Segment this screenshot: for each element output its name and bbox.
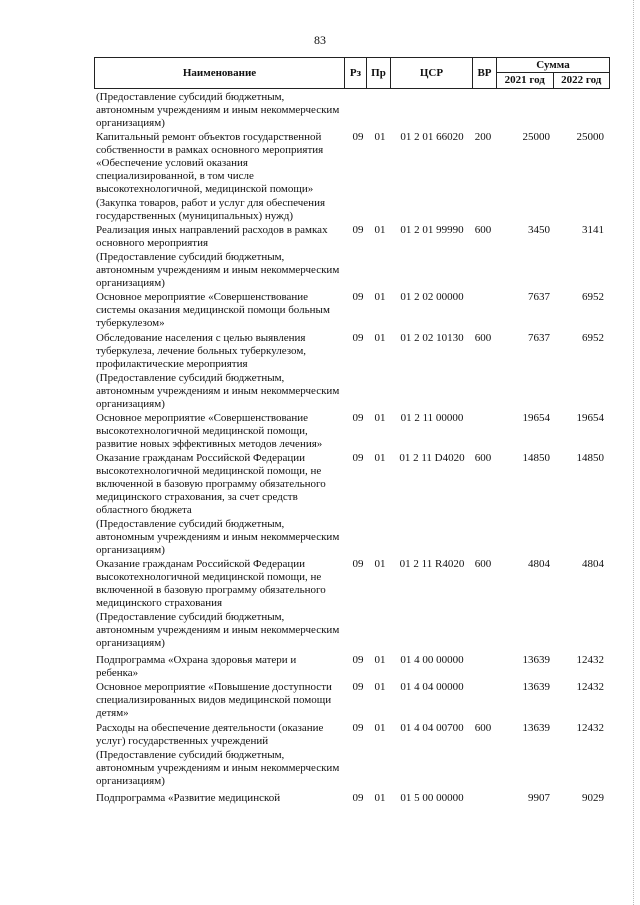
table-row: [94, 197, 610, 223]
row-pr: 01: [374, 131, 386, 143]
row-rz: 09: [352, 412, 364, 424]
row-csr: 01 2 01 66020: [400, 131, 464, 143]
row-y2022: 3141: [582, 224, 604, 236]
row-name: Основное мероприятие «Повышение доступности специализированных видов медицинской помощи детям»: [96, 681, 332, 719]
row-pr: 01: [374, 452, 386, 464]
row-y2022: 6952: [582, 332, 604, 344]
row-name: (Предоставление субсидий бюджетным, автономным учреждениям и иным некоммерческим организациям): [96, 749, 340, 787]
table-row: [94, 611, 610, 650]
row-name: (Предоставление субсидий бюджетным, автономным учреждениям и иным некоммерческим организациям): [96, 611, 340, 649]
row-name: (Предоставление субсидий бюджетным, автономным учреждениям и иным некоммерческим организациям): [96, 251, 340, 289]
header-rz: Рз: [345, 58, 367, 88]
table-row: [94, 412, 610, 451]
row-name: Оказание гражданам Российской Федерации высокотехнологичной медицинской помощи, не включенной в базовую программу обязательного медицинского страхования, за счет средств областного бюджета: [96, 452, 326, 516]
table-row: [94, 654, 610, 680]
table-row: [94, 518, 610, 557]
row-pr: 01: [374, 654, 386, 666]
row-csr: 01 2 11 D4020: [399, 452, 465, 464]
row-name: Реализация иных направлений расходов в рамках основного мероприятия: [96, 224, 328, 249]
row-vr: 600: [474, 332, 492, 344]
row-name: Основное мероприятие «Совершенствование высокотехнологичной медицинской помощи, развитие новых эффективных методов лечения»: [96, 412, 323, 450]
scan-margin-mark: [633, 0, 636, 905]
row-csr: 01 4 04 00000: [400, 681, 464, 693]
row-y2022: 9029: [582, 792, 604, 804]
row-y2021: 3450: [528, 224, 550, 236]
header-year-2022: 2022 год: [561, 74, 602, 86]
row-pr: 01: [374, 722, 386, 734]
row-name: (Предоставление субсидий бюджетным, автономным учреждениям и иным некоммерческим организациям): [96, 518, 340, 556]
header-name: Наименование: [95, 58, 345, 88]
row-y2021: 25000: [522, 131, 550, 143]
row-pr: 01: [374, 792, 386, 804]
row-csr: 01 2 11 R4020: [399, 558, 465, 570]
row-csr: 01 2 02 10130: [400, 332, 464, 344]
row-rz: 09: [352, 332, 364, 344]
page-number: 83: [314, 33, 326, 47]
row-y2021: 4804: [528, 558, 550, 570]
row-y2022: 12432: [576, 722, 604, 734]
row-vr: 200: [474, 131, 492, 143]
row-y2021: 19654: [522, 412, 550, 424]
row-rz: 09: [352, 792, 364, 804]
row-rz: 09: [352, 131, 364, 143]
row-csr: 01 4 04 00700: [400, 722, 464, 734]
row-pr: 01: [374, 332, 386, 344]
row-y2021: 7637: [528, 291, 550, 303]
row-pr: 01: [374, 558, 386, 570]
table-row: [94, 722, 610, 748]
row-y2022: 12432: [576, 681, 604, 693]
table-row: [94, 332, 610, 371]
row-csr: 01 2 01 99990: [400, 224, 464, 236]
header-year-2021: 2021 год: [497, 73, 554, 88]
header-sum-group: [497, 58, 609, 88]
row-rz: 09: [352, 654, 364, 666]
table-body: [94, 91, 610, 805]
row-name: Подпрограмма «Развитие медицинской: [96, 792, 281, 804]
row-y2022: 6952: [582, 291, 604, 303]
row-rz: 09: [352, 558, 364, 570]
row-rz: 09: [352, 681, 364, 693]
budget-table: [94, 57, 610, 805]
row-y2021: 9907: [528, 792, 550, 804]
table-row: [94, 251, 610, 290]
row-pr: 01: [374, 291, 386, 303]
row-y2021: 14850: [522, 452, 550, 464]
row-name: (Предоставление субсидий бюджетным, автономным учреждениям и иным некоммерческим организациям): [96, 91, 340, 129]
row-rz: 09: [352, 224, 364, 236]
row-name: Обследование населения с целью выявления туберкулеза, лечение больных туберкулезом, профилактические мероприятия: [96, 332, 307, 370]
row-y2022: 19654: [576, 412, 604, 424]
header-csr: ЦСР: [391, 58, 473, 88]
row-y2022: 4804: [582, 558, 604, 570]
row-vr: 600: [474, 722, 492, 734]
table-row: [94, 792, 610, 805]
table-row: [94, 224, 610, 250]
row-name: Подпрограмма «Охрана здоровья матери и ребенка»: [96, 654, 297, 679]
row-y2022: 14850: [576, 452, 604, 464]
row-pr: 01: [374, 412, 386, 424]
row-rz: 09: [352, 291, 364, 303]
table-row: [94, 372, 610, 411]
row-vr: 600: [474, 452, 492, 464]
table-row: [94, 681, 610, 720]
table-row: [94, 291, 610, 330]
row-csr: 01 4 00 00000: [400, 654, 464, 666]
row-y2022: 25000: [576, 131, 604, 143]
row-y2022: 12432: [576, 654, 604, 666]
row-name: Капитальный ремонт объектов государственной собственности в рамках основного мероприятия «Обеспечение условий оказания специализированной, в том числе высокотехнологичной, медицинской помощи»: [96, 131, 324, 195]
row-y2021: 13639: [522, 681, 550, 693]
row-name: Оказание гражданам Российской Федерации высокотехнологичной медицинской помощи, не включенной в базовую программу обязательного медицинского страхования: [96, 558, 326, 609]
row-pr: 01: [374, 681, 386, 693]
row-rz: 09: [352, 452, 364, 464]
table-row: [94, 131, 610, 196]
row-name: Основное мероприятие «Совершенствование системы оказания медицинской помощи больным туберкулезом»: [96, 291, 330, 329]
row-rz: 09: [352, 722, 364, 734]
header-vr: ВР: [473, 58, 497, 88]
table-row: [94, 91, 610, 130]
row-csr: 01 2 02 00000: [400, 291, 464, 303]
table-row: [94, 558, 610, 610]
row-name: (Закупка товаров, работ и услуг для обеспечения государственных (муниципальных) нужд): [96, 197, 326, 222]
header-pr: Пр: [367, 58, 391, 88]
row-name: Расходы на обеспечение деятельности (оказание услуг) государственных учреждений: [96, 722, 324, 747]
row-y2021: 7637: [528, 332, 550, 344]
table-header: [94, 57, 610, 89]
row-csr: 01 2 11 00000: [400, 412, 464, 424]
row-vr: 600: [474, 224, 492, 236]
row-y2021: 13639: [522, 722, 550, 734]
header-sum: Сумма: [497, 58, 609, 73]
table-row: [94, 452, 610, 517]
row-pr: 01: [374, 224, 386, 236]
table-row: [94, 749, 610, 788]
row-vr: 600: [474, 558, 492, 570]
row-y2021: 13639: [522, 654, 550, 666]
row-csr: 01 5 00 00000: [400, 792, 464, 804]
row-name: (Предоставление субсидий бюджетным, автономным учреждениям и иным некоммерческим организациям): [96, 372, 340, 410]
